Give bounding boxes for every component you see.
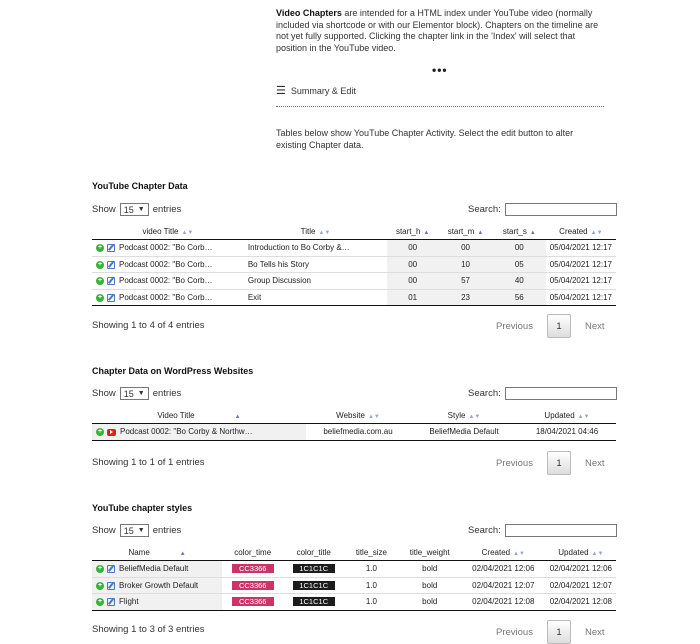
search-label: Search: xyxy=(468,525,501,536)
entries-value: 15 xyxy=(123,388,134,399)
page-button[interactable]: 1 xyxy=(547,314,571,338)
tables-note: Tables below show YouTube Chapter Activity. Select the edit button to alter existing Chapter data. xyxy=(276,128,574,150)
expand-plus-icon[interactable]: + xyxy=(97,277,103,285)
cell-title-size: 1.0 xyxy=(344,561,398,578)
section-title-chapters: YouTube Chapter Data xyxy=(92,181,188,191)
table-row xyxy=(92,424,616,441)
cell-created: 02/04/2021 12:06 xyxy=(461,561,546,578)
cell-start-h: 00 xyxy=(387,240,438,257)
cell-name: BeliefMedia Default xyxy=(119,564,189,574)
more-dots-icon[interactable]: ••• xyxy=(432,63,448,77)
col-title-size[interactable]: title_size xyxy=(344,545,398,561)
styles-table xyxy=(92,545,616,611)
edit-icon[interactable] xyxy=(107,598,115,606)
cell-video-title: Podcast 0002: "Bo Corb… xyxy=(119,292,213,302)
table-header xyxy=(92,224,616,240)
summary-edit-label: Summary & Edit xyxy=(290,85,356,96)
page-button[interactable]: 1 xyxy=(547,451,571,475)
cell-video-title: Podcast 0002: "Bo Corby & Northw… xyxy=(120,427,253,437)
hamburger-icon: ☰ xyxy=(276,85,286,97)
col-start-s[interactable]: start_s ▲ xyxy=(493,224,546,240)
summary-edit-toggle[interactable] xyxy=(276,84,356,97)
cell-title: Exit xyxy=(244,289,387,306)
color-time-swatch: CC3366 xyxy=(232,597,274,606)
cell-start-h: 00 xyxy=(387,256,438,273)
search-styles xyxy=(468,524,617,537)
col-title[interactable]: Title ▲▼ xyxy=(244,224,387,240)
col-created[interactable]: Created ▲▼ xyxy=(546,224,616,240)
previous-button[interactable]: Previous xyxy=(496,626,533,638)
cell-video-title: Podcast 0002: "Bo Corb… xyxy=(119,243,213,253)
edit-icon[interactable] xyxy=(107,294,115,302)
pagination xyxy=(496,451,605,475)
table-row xyxy=(92,256,616,273)
cell-start-m: 57 xyxy=(438,273,493,290)
col-updated[interactable]: Updated ▲▼ xyxy=(546,545,616,561)
previous-button[interactable]: Previous xyxy=(496,320,533,332)
cell-created: 05/04/2021 12:17 xyxy=(546,256,616,273)
cell-title-size: 1.0 xyxy=(344,577,398,594)
cell-title-size: 1.0 xyxy=(344,594,398,611)
col-start-h[interactable]: start_h ▲ xyxy=(387,224,438,240)
chevron-down-icon: ▼ xyxy=(137,206,145,213)
color-title-swatch: 1C1C1C xyxy=(293,581,335,590)
table-info: Showing 1 to 3 of 3 entries xyxy=(92,624,205,635)
search-input[interactable] xyxy=(505,387,617,400)
section-title-websites: Chapter Data on WordPress Websites xyxy=(92,366,254,376)
col-video-title[interactable]: video Title ▲▼ xyxy=(92,224,244,240)
col-website[interactable]: Website ▲▼ xyxy=(306,408,410,424)
cell-title: Bo Tells his Story xyxy=(244,256,387,273)
col-color-time[interactable]: color_time xyxy=(222,545,283,561)
table-header xyxy=(92,408,616,424)
entries-label: entries xyxy=(152,525,182,536)
entries-select[interactable] xyxy=(120,524,149,537)
table-row xyxy=(92,594,616,611)
edit-icon[interactable] xyxy=(107,565,115,573)
search-label: Search: xyxy=(468,388,501,399)
cell-updated: 02/04/2021 12:07 xyxy=(546,577,616,594)
show-label: Show xyxy=(92,204,116,215)
cell-start-m: 10 xyxy=(438,256,493,273)
cell-name: Broker Growth Default xyxy=(119,580,199,590)
cell-title-weight: bold xyxy=(399,577,461,594)
chevron-down-icon: ▼ xyxy=(137,390,145,397)
col-video-title[interactable]: Video Title ▲ xyxy=(92,408,306,424)
expand-plus-icon[interactable]: + xyxy=(97,428,103,436)
search-websites xyxy=(468,387,617,400)
cell-start-h: 01 xyxy=(387,289,438,306)
expand-plus-icon[interactable]: + xyxy=(97,581,103,589)
cell-updated: 18/04/2021 04:46 xyxy=(518,424,616,441)
section-title-styles: YouTube chapter styles xyxy=(92,503,193,513)
pagination xyxy=(496,620,605,644)
table-row xyxy=(92,273,616,290)
websites-table xyxy=(92,408,616,441)
show-label: Show xyxy=(92,525,116,536)
edit-icon[interactable] xyxy=(107,582,115,590)
intro-text: Video Chapters are intended for a HTML index under YouTube video (normally included via shortcode or with our Elementor block). Chapters on the timeline are not yet fully supported. Clicking the chapter link in the 'Index' will select that position in the YouTube video. xyxy=(276,8,599,53)
previous-button[interactable]: Previous xyxy=(496,457,533,469)
cell-created: 02/04/2021 12:08 xyxy=(461,594,546,611)
cell-title-weight: bold xyxy=(399,594,461,611)
cell-updated: 02/04/2021 12:08 xyxy=(546,594,616,611)
chapters-table xyxy=(92,224,616,306)
search-chapters xyxy=(468,203,617,216)
next-button[interactable]: Next xyxy=(584,320,605,332)
edit-icon[interactable] xyxy=(107,261,115,269)
search-input[interactable] xyxy=(505,203,617,216)
cell-created: 05/04/2021 12:17 xyxy=(546,273,616,290)
length-control-styles xyxy=(92,524,181,537)
col-created[interactable]: Created ▲▼ xyxy=(461,545,546,561)
length-control-websites xyxy=(92,387,181,400)
table-row xyxy=(92,240,616,257)
expand-plus-icon[interactable]: + xyxy=(97,598,103,606)
color-title-swatch: 1C1C1C xyxy=(293,597,335,606)
cell-name: Flight xyxy=(119,597,139,607)
col-updated[interactable]: Updated ▲▼ xyxy=(518,408,616,424)
cell-video-title: Podcast 0002: "Bo Corb… xyxy=(119,276,213,286)
page-button[interactable]: 1 xyxy=(547,620,571,644)
expand-plus-icon[interactable]: + xyxy=(97,565,103,573)
table-row xyxy=(92,289,616,306)
cell-start-m: 00 xyxy=(438,240,493,257)
entries-select[interactable] xyxy=(120,387,149,400)
expand-plus-icon[interactable]: + xyxy=(97,293,103,301)
cell-title: Group Discussion xyxy=(244,273,387,290)
col-name[interactable]: Name ▲ xyxy=(92,545,222,561)
cell-video-title: Podcast 0002: "Bo Corb… xyxy=(119,259,213,269)
search-input[interactable] xyxy=(505,524,617,537)
cell-updated: 02/04/2021 12:06 xyxy=(546,561,616,578)
show-label: Show xyxy=(92,388,116,399)
cell-start-h: 00 xyxy=(387,273,438,290)
next-button[interactable]: Next xyxy=(584,457,605,469)
cell-start-s: 56 xyxy=(493,289,546,306)
cell-start-s: 40 xyxy=(493,273,546,290)
cell-title: Introduction to Bo Corby &… xyxy=(244,240,387,257)
cell-created: 05/04/2021 12:17 xyxy=(546,240,616,257)
entries-value: 15 xyxy=(123,204,134,215)
entries-select[interactable] xyxy=(120,203,149,216)
cell-start-m: 23 xyxy=(438,289,493,306)
chevron-down-icon: ▼ xyxy=(137,527,145,534)
col-color-title[interactable]: color_title xyxy=(283,545,344,561)
cell-created: 02/04/2021 12:07 xyxy=(461,577,546,594)
next-button[interactable]: Next xyxy=(584,626,605,638)
cell-created: 05/04/2021 12:17 xyxy=(546,289,616,306)
entries-label: entries xyxy=(152,388,182,399)
cell-website: beliefmedia.com.au xyxy=(306,424,410,441)
table-info: Showing 1 to 1 of 1 entries xyxy=(92,457,205,468)
table-row xyxy=(92,577,616,594)
cell-start-s: 05 xyxy=(493,256,546,273)
edit-icon[interactable] xyxy=(107,277,115,285)
table-header xyxy=(92,545,616,561)
pagination xyxy=(496,314,605,338)
expand-plus-icon[interactable]: + xyxy=(97,260,103,268)
col-title-weight[interactable]: title_weight xyxy=(399,545,461,561)
entries-value: 15 xyxy=(123,525,134,536)
col-style[interactable]: Style ▲▼ xyxy=(410,408,518,424)
divider xyxy=(276,106,604,107)
search-label: Search: xyxy=(468,204,501,215)
color-time-swatch: CC3366 xyxy=(232,581,274,590)
expand-plus-icon[interactable]: + xyxy=(97,244,103,252)
youtube-icon[interactable] xyxy=(107,429,116,436)
color-title-swatch: 1C1C1C xyxy=(293,564,335,573)
table-row xyxy=(92,561,616,578)
cell-style: BeliefMedia Default xyxy=(410,424,518,441)
length-control-chapters xyxy=(92,203,181,216)
edit-icon[interactable] xyxy=(107,244,115,252)
color-time-swatch: CC3366 xyxy=(232,564,274,573)
cell-title-weight: bold xyxy=(399,561,461,578)
col-start-m[interactable]: start_m ▲ xyxy=(438,224,493,240)
table-info: Showing 1 to 4 of 4 entries xyxy=(92,320,205,331)
cell-start-s: 00 xyxy=(493,240,546,257)
entries-label: entries xyxy=(152,204,182,215)
